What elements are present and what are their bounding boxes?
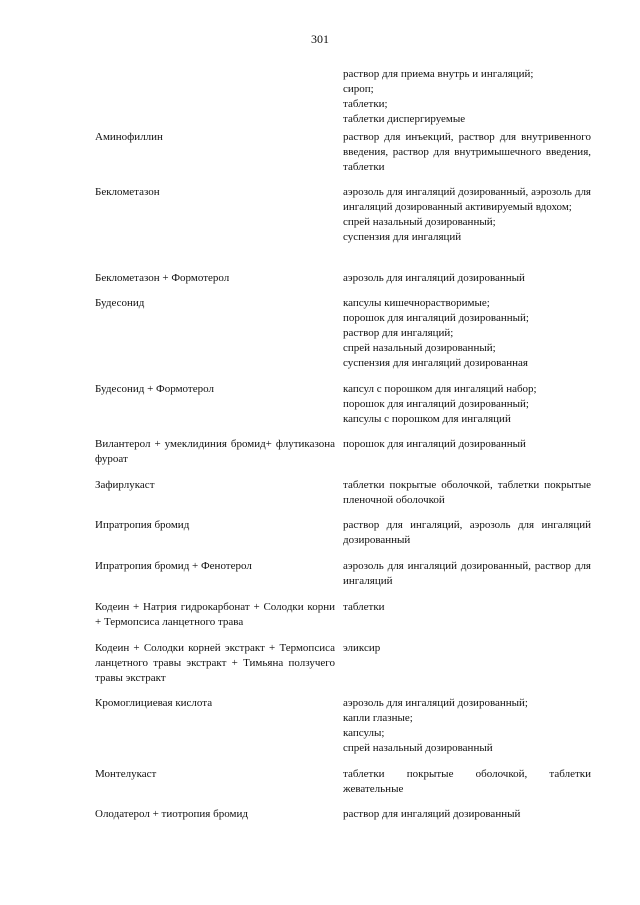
dosage-form: суспензия для ингаляций дозированная — [343, 357, 528, 369]
drug-name: Олодатерол + тиотропия бромид — [95, 808, 248, 820]
dosage-form: суспензия для ингаляций — [343, 231, 462, 243]
drug-name: Вилантерол + умеклидиния бромид+ флутиказона фуроат — [95, 438, 335, 465]
dosage-form: аэрозоль для ингаляций дозированный, аэрозоль для ингаляций дозированный активируемый вдохом; — [343, 186, 591, 213]
dosage-form: раствор для инъекций, раствор для внутривенного введения, раствор для внутримышечного введения, таблетки — [343, 131, 591, 173]
drug-name: Монтелукаст — [95, 768, 157, 780]
dosage-forms — [343, 130, 591, 175]
dosage-form: аэрозоль для ингаляций дозированный, раствор для ингаляций — [343, 560, 591, 587]
dosage-form: капли глазные; — [343, 712, 413, 724]
drug-name: Ипратропия бромид + Фенотерол — [95, 560, 252, 572]
dosage-forms — [343, 296, 591, 371]
dosage-forms — [343, 696, 591, 756]
dosage-forms — [343, 437, 591, 452]
dosage-forms — [343, 767, 591, 797]
dosage-form: таблетки диспергируемые — [343, 113, 466, 125]
dosage-forms — [343, 185, 591, 245]
dosage-forms — [343, 807, 591, 822]
dosage-forms — [343, 382, 591, 427]
dosage-form: эликсир — [343, 642, 381, 654]
dosage-form: порошок для ингаляций дозированный; — [343, 398, 529, 410]
dosage-form: капсулы; — [343, 727, 385, 739]
dosage-form: таблетки; — [343, 98, 388, 110]
dosage-form: спрей назальный дозированный — [343, 742, 493, 754]
dosage-form: таблетки покрытые оболочкой, таблетки жевательные — [343, 768, 591, 795]
dosage-form: сироп; — [343, 83, 374, 95]
dosage-forms — [343, 641, 591, 656]
drug-name: Беклометазон — [95, 186, 160, 198]
dosage-form: капсулы с порошком для ингаляций — [343, 413, 511, 425]
dosage-form: спрей назальный дозированный; — [343, 342, 496, 354]
drug-name: Беклометазон + Формотерол — [95, 272, 230, 284]
dosage-forms — [343, 518, 591, 548]
dosage-form: спрей назальный дозированный; — [343, 216, 496, 228]
dosage-form: раствор для ингаляций дозированный — [343, 808, 521, 820]
drug-name: Зафирлукаст — [95, 479, 155, 491]
dosage-form: капсулы кишечнорастворимые; — [343, 297, 490, 309]
dosage-form: раствор для ингаляций, аэрозоль для ингаляций дозированный — [343, 519, 591, 546]
dosage-forms — [343, 271, 591, 286]
dosage-forms — [343, 478, 591, 508]
dosage-form: таблетки — [343, 601, 385, 613]
dosage-form: раствор для ингаляций; — [343, 327, 454, 339]
dosage-forms — [343, 67, 591, 127]
dosage-form: аэрозоль для ингаляций дозированный; — [343, 697, 528, 709]
dosage-forms — [343, 600, 591, 615]
dosage-form: порошок для ингаляций дозированный — [343, 438, 526, 450]
drug-name: Кромоглициевая кислота — [95, 697, 213, 709]
drug-name: Кодеин + Солодки корней экстракт + Термопсиса ланцетного травы экстракт + Тимьяна ползучего травы экстракт — [95, 642, 335, 684]
drug-name: Аминофиллин — [95, 131, 163, 143]
drug-name: Кодеин + Натрия гидрокарбонат + Солодки корни + Термопсиса ланцетного трава — [95, 601, 335, 628]
drug-name: Ипратропия бромид — [95, 519, 190, 531]
dosage-form: аэрозоль для ингаляций дозированный — [343, 272, 525, 284]
drug-name: Будесонид — [95, 297, 145, 309]
dosage-form: таблетки покрытые оболочкой, таблетки покрытые пленочной оболочкой — [343, 479, 591, 506]
dosage-form: раствор для приема внутрь и ингаляций; — [343, 68, 534, 80]
page-number: 301 — [311, 32, 329, 46]
dosage-form: порошок для ингаляций дозированный; — [343, 312, 529, 324]
drug-name: Будесонид + Формотерол — [95, 383, 214, 395]
dosage-form: капсул с порошком для ингаляций набор; — [343, 383, 537, 395]
dosage-forms — [343, 559, 591, 589]
